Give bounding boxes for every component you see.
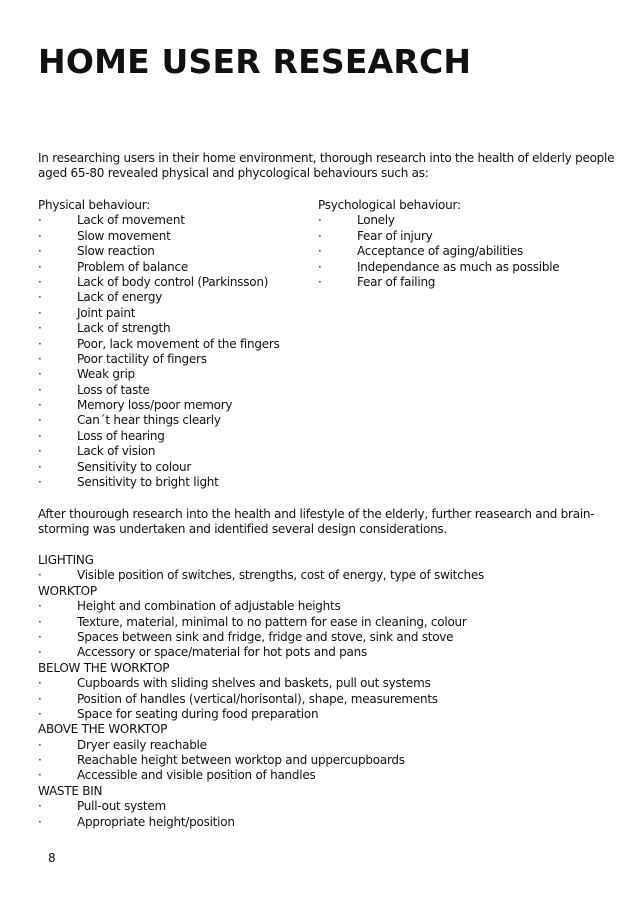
list-item-text: Independance as much as possible [357, 259, 560, 274]
list-item-text: Joint paint [77, 305, 136, 320]
list-item-text: Accessory or space/material for hot pots and pans [77, 645, 367, 660]
bullet-icon: · [38, 413, 42, 428]
bullet-icon: · [38, 228, 42, 243]
list-item-text: Sensitivity to bright light [77, 475, 219, 490]
list-item-text: Sensitivity to colour [77, 459, 192, 474]
after-line: storming was undertaken and identified several design considerations. [38, 522, 447, 537]
list-item-text: Space for seating during food preparation [77, 706, 319, 721]
list-item [318, 259, 560, 275]
list-item [38, 351, 207, 367]
list-item-text: Visible position of switches, strengths, cost of energy, type of switches [77, 568, 484, 583]
list-item [38, 274, 269, 290]
list-item-text: Slow movement [77, 228, 171, 243]
list-item [38, 259, 188, 275]
list-item-text: Lonely [357, 213, 395, 228]
after-line: After thourough research into the health and lifestyle of the elderly, further reasearch and brain- [38, 507, 595, 521]
list-item [318, 244, 523, 259]
list-item [38, 645, 367, 660]
physical-behaviour-list [38, 198, 280, 490]
bullet-icon: · [38, 444, 42, 459]
design-considerations-intro [38, 507, 594, 538]
bullet-icon: · [38, 244, 42, 259]
bullet-icon: · [318, 259, 322, 274]
list-item [38, 228, 171, 244]
bullet-icon: · [318, 228, 322, 243]
psychological-behaviour-items [318, 213, 560, 290]
list-item-text: Loss of hearing [77, 428, 165, 443]
list-item-text: Can´t hear things clearly [77, 413, 221, 428]
list-item [38, 475, 219, 490]
list-item-text: Poor tactility of fingers [77, 351, 207, 366]
bullet-icon: · [38, 676, 42, 691]
list-item [38, 413, 221, 428]
list-item [38, 799, 169, 814]
list-item [38, 398, 233, 413]
intro-paragraph [38, 151, 614, 182]
list-item [318, 213, 461, 228]
bullet-icon: · [38, 768, 42, 783]
bullet-icon: · [38, 367, 42, 382]
list-item [38, 336, 280, 352]
list-item-text: Dryer easily reachable [77, 737, 207, 752]
bullet-icon: · [38, 799, 42, 814]
consideration-heading: LIGHTING [38, 553, 94, 567]
bullet-icon: · [38, 259, 42, 274]
bullet-icon: · [38, 599, 42, 614]
bullet-icon: · [38, 814, 42, 829]
bullet-icon: · [318, 274, 322, 289]
design-considerations-list [38, 553, 484, 830]
bullet-icon: · [318, 244, 322, 259]
list-item-text: Texture, material, minimal to no pattern for ease in cleaning, colour [77, 614, 467, 629]
list-item-text: Acceptance of aging/abilities [357, 244, 523, 259]
consideration-heading: ABOVE THE WORKTOP [38, 722, 168, 737]
list-item [38, 568, 484, 583]
page-title: HOME USER RESEARCH [38, 42, 472, 81]
consideration-heading: BELOW THE WORKTOP [38, 660, 170, 675]
bullet-icon: · [38, 213, 42, 228]
list-item [38, 753, 405, 768]
bullet-icon: · [38, 753, 42, 768]
list-item [38, 614, 467, 630]
list-item-text: Poor, lack movement of the fingers [77, 336, 280, 351]
list-item [38, 599, 341, 614]
list-item [38, 244, 155, 259]
list-item-text: Lack of body control (Parkinsson) [77, 274, 269, 289]
list-item [38, 367, 150, 382]
list-item-text: Weak grip [77, 367, 135, 382]
physical-behaviour-heading: Physical behaviour: [38, 198, 150, 212]
psychological-behaviour-heading: Psychological behaviour: [318, 198, 461, 212]
list-item-text: Height and combination of adjustable heights [77, 599, 341, 614]
list-item-text: Memory loss/poor memory [77, 398, 233, 413]
bullet-icon: · [38, 614, 42, 629]
list-item-text: Fear of injury [357, 228, 433, 243]
list-item-text: Appropriate height/position [77, 814, 235, 829]
bullet-icon: · [38, 305, 42, 320]
bullet-icon: · [318, 213, 322, 228]
list-item [318, 275, 461, 290]
list-item-text: Problem of balance [77, 259, 188, 274]
list-item-text: Accessible and visible position of handles [77, 768, 316, 783]
list-item [38, 737, 207, 753]
list-item-text: Slow reaction [77, 244, 155, 259]
list-item [38, 321, 171, 336]
intro-line: In researching users in their home environment, thorough research into the health of elderly people [38, 151, 615, 165]
bullet-icon: · [38, 398, 42, 413]
bullet-icon: · [38, 290, 42, 305]
bullet-icon: · [38, 475, 42, 490]
bullet-icon: · [38, 428, 42, 443]
list-item [38, 814, 235, 830]
list-item-text: Cupboards with sliding shelves and baskets, pull out systems [77, 676, 431, 691]
bullet-icon: · [38, 321, 42, 336]
list-item-text: Lack of movement [77, 213, 185, 228]
bullet-icon: · [38, 382, 42, 397]
bullet-icon: · [38, 645, 42, 660]
psychological-behaviour-list [318, 198, 560, 290]
bullet-icon: · [38, 274, 42, 289]
bullet-icon: · [38, 351, 42, 366]
bullet-icon: · [38, 737, 42, 752]
bullet-icon: · [38, 706, 42, 721]
list-item-text: Lack of vision [77, 444, 156, 459]
list-item [38, 629, 454, 645]
physical-behaviour-items [38, 213, 280, 490]
consideration-heading: WORKTOP [38, 583, 97, 598]
list-item [38, 691, 438, 707]
intro-line: aged 65-80 revealed physical and phycological behaviours such as: [38, 166, 429, 181]
consideration-heading: WASTE BIN [38, 783, 103, 798]
page-number: 8 [48, 851, 56, 865]
list-item [38, 306, 150, 321]
list-item-text: Fear of failing [357, 274, 436, 289]
list-item [38, 290, 163, 305]
list-item [318, 229, 461, 244]
list-item [38, 459, 192, 475]
list-item-text: Reachable height between worktop and uppercupboards [77, 753, 405, 768]
list-item [38, 768, 316, 783]
list-item-text: Spaces between sink and fridge, fridge and stove, sink and stove [77, 629, 454, 644]
bullet-icon: · [38, 629, 42, 644]
list-item-text: Loss of taste [77, 382, 150, 397]
list-item [38, 706, 319, 722]
list-item-text: Lack of energy [77, 290, 163, 305]
list-item [38, 444, 156, 459]
list-item-text: Pull-out system [77, 799, 166, 814]
list-item-text: Position of handles (vertical/horisontal), shape, measurements [77, 691, 438, 706]
bullet-icon: · [38, 336, 42, 351]
list-item [38, 676, 431, 691]
list-item-text: Lack of strength [77, 321, 171, 336]
list-item [38, 213, 185, 228]
bullet-icon: · [38, 691, 42, 706]
bullet-icon: · [38, 568, 42, 583]
bullet-icon: · [38, 459, 42, 474]
list-item [38, 383, 150, 398]
list-item [38, 428, 165, 444]
